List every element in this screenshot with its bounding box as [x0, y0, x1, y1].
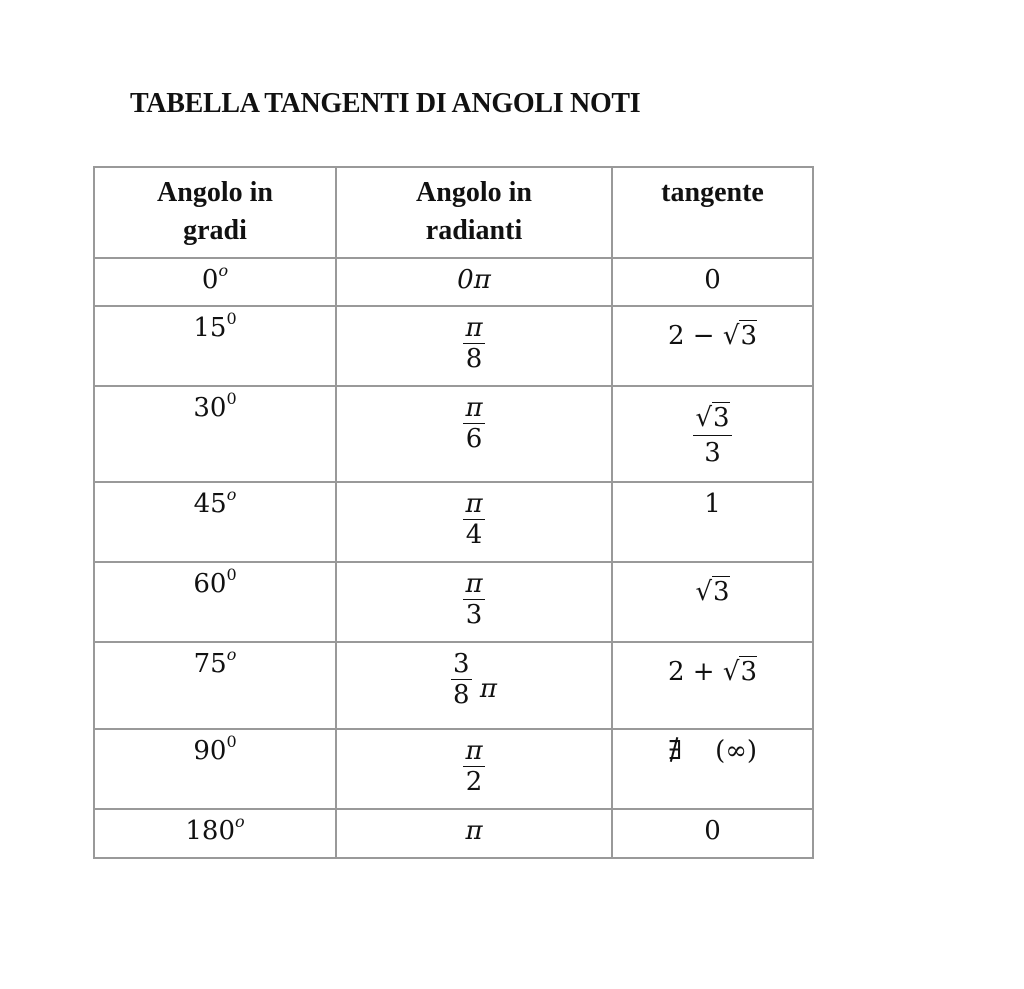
table-row	[94, 729, 813, 809]
radians-cell: $\frac{\pi}{8}$	[336, 306, 612, 386]
table-row	[94, 482, 813, 562]
tangent-cell: 0	[612, 809, 813, 858]
header-degrees: Angolo in gradi	[94, 167, 336, 258]
radians-cell: $\frac{\pi}{3}$	[336, 562, 612, 642]
degrees-cell: $30^0$	[94, 386, 336, 482]
table-row	[94, 642, 813, 729]
degrees-cell: 75$^o$	[94, 642, 336, 729]
radians-cell: $\frac{\pi}{4}$	[336, 482, 612, 562]
tangent-cell: ∄ (∞)	[612, 729, 813, 809]
header-tangent: tangente	[612, 167, 813, 258]
degrees-cell: $60^0$	[94, 562, 336, 642]
header-radians: Angolo in radianti	[336, 167, 612, 258]
radians-cell: $\frac{\pi}{2}$	[336, 729, 612, 809]
radians-cell: $\frac{\pi}{6}$	[336, 386, 612, 482]
degrees-cell: $90^0$	[94, 729, 336, 809]
header-row	[94, 167, 813, 258]
degrees-cell: 0$^o$	[94, 258, 336, 306]
tangent-cell: 0	[612, 258, 813, 306]
table-row	[94, 809, 813, 858]
tangent-table	[93, 166, 814, 859]
tangent-cell: √ $\frac{3}{3}$	[612, 386, 813, 482]
radians-cell: π	[336, 809, 612, 858]
degrees-cell: 180$^o$	[94, 809, 336, 858]
tangent-cell: 2 + √ 3	[612, 642, 813, 729]
radians-cell: 0π	[336, 258, 612, 306]
page-title: TABELLA TANGENTI DI ANGOLI NOTI	[130, 88, 641, 119]
tangent-cell: √ 3	[612, 562, 813, 642]
tangent-cell: 2 − √ 3	[612, 306, 813, 386]
table-row	[94, 306, 813, 386]
radians-cell: $\frac{3}{8}$ π	[336, 642, 612, 729]
tangent-cell: 1	[612, 482, 813, 562]
table-row	[94, 386, 813, 482]
degrees-cell: $15^0$	[94, 306, 336, 386]
table-row	[94, 258, 813, 306]
table-row	[94, 562, 813, 642]
degrees-cell: 45$^o$	[94, 482, 336, 562]
